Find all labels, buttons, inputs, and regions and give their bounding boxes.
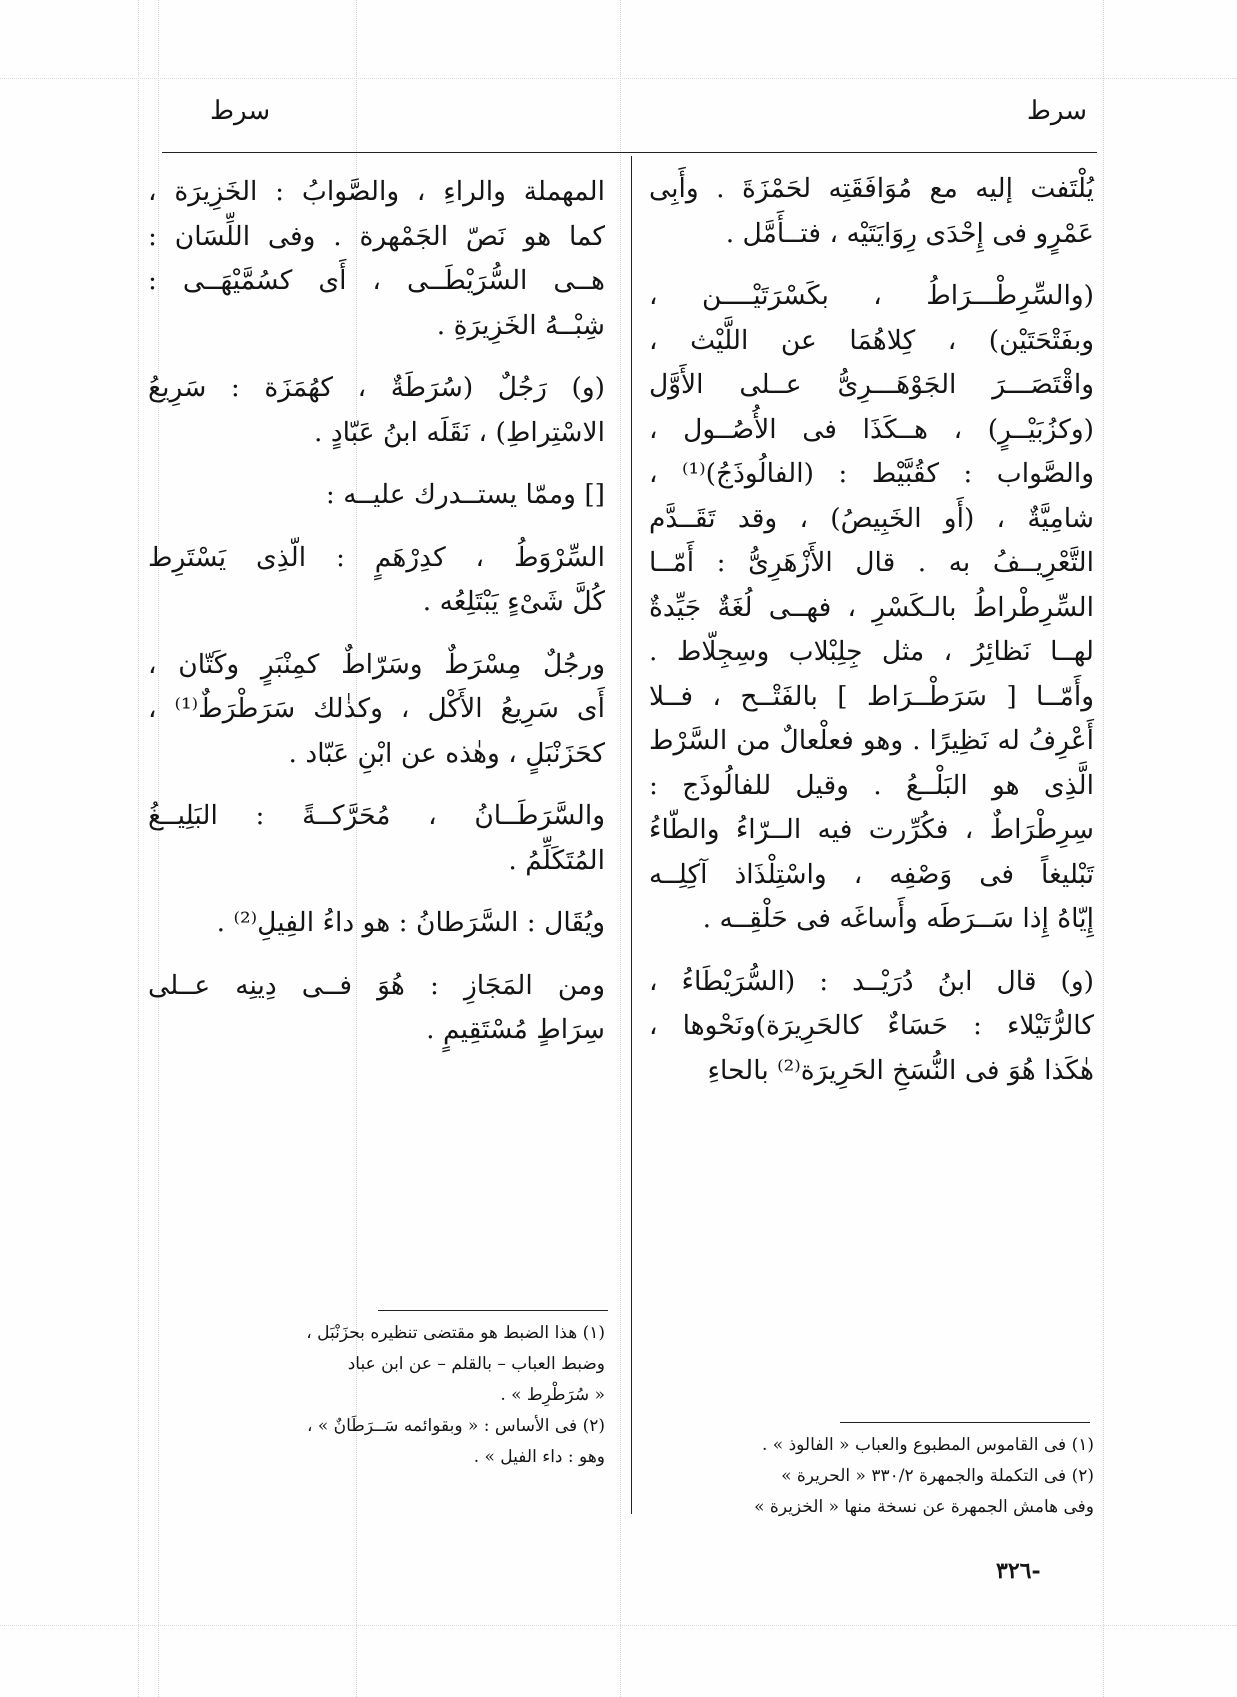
- text-line: السِّرِطْراطُ بالـكَسْرِ ، فهــى لُغَةٌ جَيِّدةٌ: [649, 591, 1094, 623]
- paragraph-gap: [148, 455, 605, 473]
- text-line: يُلْتَفت إليه مع مُوَافَقَتِه لحَمْزَةَ . وأَبِى: [649, 173, 1094, 204]
- footnote-line: (١) فى القاموس المطبوع والعباب « الفالوذ » .: [761, 1435, 1094, 1455]
- text-line: شامِيَّةٌ ، (أَو الخَبِيصُ) ، وقد تَقَــدَّم: [649, 502, 1094, 534]
- header-rule: [162, 152, 1097, 153]
- text-line: والسَّرَطَــانُ ، مُحَرَّكــةً : البَلِيــغُ: [148, 800, 605, 831]
- text-line: سِرِطْرَاطٌ ، فكُرِّرت فيه الــرّاءُ والطّاءُ: [649, 814, 1094, 845]
- paragraph-gap: [148, 518, 605, 536]
- text-line: ورجُلٌ مِسْرَطٌ وسَرّاطٌ كمِنْبَرٍ وكَتّان ،: [148, 648, 605, 680]
- scan-guide-line: [1103, 0, 1104, 1697]
- text-line: سِرَاطٍ مُسْتَقِيمٍ .: [426, 1014, 605, 1045]
- scan-guide-line: [0, 78, 1237, 79]
- footnote-rule-right: [840, 1422, 1090, 1423]
- footnote-rule-left: [378, 1310, 608, 1311]
- text-line: كُلَّ شَىْءٍ يَبْتَلِعُه .: [422, 586, 605, 617]
- text-line: كالرُّتَيْلاء : حَسَاءٌ كالحَرِيرَة)ونَحْوها ،: [649, 1010, 1094, 1041]
- text-line: هــى السُّرَيْطَــى ، أَى كسُمَّيْهَــى :: [148, 265, 605, 296]
- text-line: التَّعْرِيــفُ به . قال الأَزْهَرِىُّ : أَمّــا: [649, 547, 1094, 578]
- text-line: واقْتَصَـــرَ الجَوْهَـــرِىُّ عــلى الأَوَّل: [649, 369, 1094, 400]
- text-line: كحَزَنْبَلٍ ، وهٰذه عن ابْنِ عَبّاد .: [288, 737, 605, 769]
- paragraph-gap: [148, 776, 605, 794]
- text-line: الَّذِى هو البَلْــعُ . وقيل للفالُوذَج :: [649, 769, 1094, 801]
- text-line: ويُقَال : السَّرَطانُ : هو داءُ الفِيلِ⁽²⁾ .: [216, 907, 605, 938]
- footnote-line: وهو : داء الفيل » .: [473, 1447, 605, 1467]
- footnote-line: وفى هامش الجمهرة عن نسخة منها « الخزيرة »: [754, 1497, 1094, 1517]
- text-line: والصَّواب : كقُبَّيْط : (الفالُوذَجُ)⁽¹⁾ ،: [649, 458, 1094, 489]
- footnote-line: (٢) فى التكملة والجمهرة ٣٣٠/٢ « الحريرة »: [781, 1466, 1094, 1486]
- footnote-line: (١) هذا الضبط هو مقتضى تنظيره بحزَنْبَل ،: [306, 1323, 605, 1343]
- text-line: ومن المَجَازِ : هُوَ فــى دِينِه عــلى: [148, 969, 605, 1001]
- right-column: [649, 167, 1094, 1093]
- text-line: المهملة والراءِ ، والصَّوابُ : الخَزِيرَة ،: [148, 176, 605, 207]
- text-line: هٰكَذا هُوَ فى النُّسَخِ الحَرِيرَة⁽²⁾ بالحاءِ: [707, 1054, 1094, 1086]
- scan-guide-line: [138, 0, 139, 1697]
- text-line: كما هو نَصّ الجَمْهرة . وفى اللِّسَان :: [148, 220, 605, 252]
- paragraph-gap: [148, 348, 605, 366]
- text-line: إِيّاهُ إِذا سَــرَطَه وأَساغَه فى حَلْقِــه .: [702, 903, 1094, 934]
- text-line: الاسْتِراطِ) ، نَقَلَه ابنُ عَبّادٍ .: [314, 416, 605, 448]
- page-number: -٣٢٦: [996, 1558, 1041, 1584]
- text-line: أَى سَرِيعُ الأَكْل ، وكذٰلك سَرَطْرَطٌ⁽¹⁾ ،: [148, 693, 605, 724]
- text-line: السِّرْوَطُ ، كدِرْهَمٍ : الّذِى يَسْتَرِط: [148, 541, 605, 573]
- text-line: أَعْرِفُ له نَظِيرًا . وهو فعلْعالٌ من السَّرْط: [649, 725, 1094, 756]
- paragraph-gap: [649, 942, 1094, 960]
- text-line: تَبْليغاً فى وَصْفِه ، واسْتِلْذَاذ آكِلِــه: [649, 858, 1094, 890]
- left-column: [148, 170, 605, 1053]
- paragraph-gap: [148, 946, 605, 964]
- text-line: (وكزُبَيْــرٍ) ، هــكَذَا فى الأُصُــول ،: [649, 413, 1094, 445]
- right-footnotes: [634, 1430, 1094, 1523]
- scan-guide-line: [0, 1625, 1237, 1626]
- text-line: (والسِّرِطْـــرَاطُ ، بكَسْرَتَيْــــن ،: [649, 280, 1094, 311]
- text-line: [] وممّا يستــدرك عليــه :: [325, 479, 605, 510]
- text-line: المُتَكَلِّمُ .: [508, 844, 605, 876]
- paragraph-gap: [649, 256, 1094, 274]
- running-header-right: سرط: [1026, 96, 1087, 126]
- paragraph-gap: [148, 625, 605, 643]
- text-line: شِبْــهُ الخَزِيرَةِ .: [436, 309, 605, 341]
- paragraph-gap: [148, 883, 605, 901]
- footnote-line: (٢) فى الأساس : « وبقوائمه سَــرَطَانٌ » ،: [306, 1416, 605, 1436]
- text-line: (و) قال ابنُ دُرَيْــد : (السُّرَيْطَاءُ ،: [649, 965, 1094, 997]
- left-footnotes: [150, 1318, 605, 1473]
- text-line: لهــا نَظائِرُ ، مثل جِلِبْلاب وسِجِلّاط .: [649, 636, 1094, 667]
- footnote-line: وضبط العباب – بالقلم – عن ابن عباد: [347, 1354, 605, 1374]
- footnote-line: « سُرَطْرِط » .: [500, 1385, 605, 1405]
- text-line: وبفَتْحَتَيْن) ، كِلاهُمَا عن اللَّيْث ،: [649, 324, 1094, 356]
- column-divider: [631, 156, 632, 1514]
- scan-guide-line: [620, 0, 621, 1697]
- text-line: (و) رَجُلٌ (سُرَطَةٌ ، كهُمَزَة : سَرِيعُ: [148, 372, 605, 403]
- text-line: عَمْرٍو فى إِحْدَى رِوَايَتَيْه ، فتــأَمَّل .: [725, 217, 1094, 249]
- running-header-left: سرط: [210, 96, 271, 126]
- text-line: وأَمّــا [ سَرَطْــرَاط ] بالفَتْــح ، فــلا: [649, 680, 1094, 712]
